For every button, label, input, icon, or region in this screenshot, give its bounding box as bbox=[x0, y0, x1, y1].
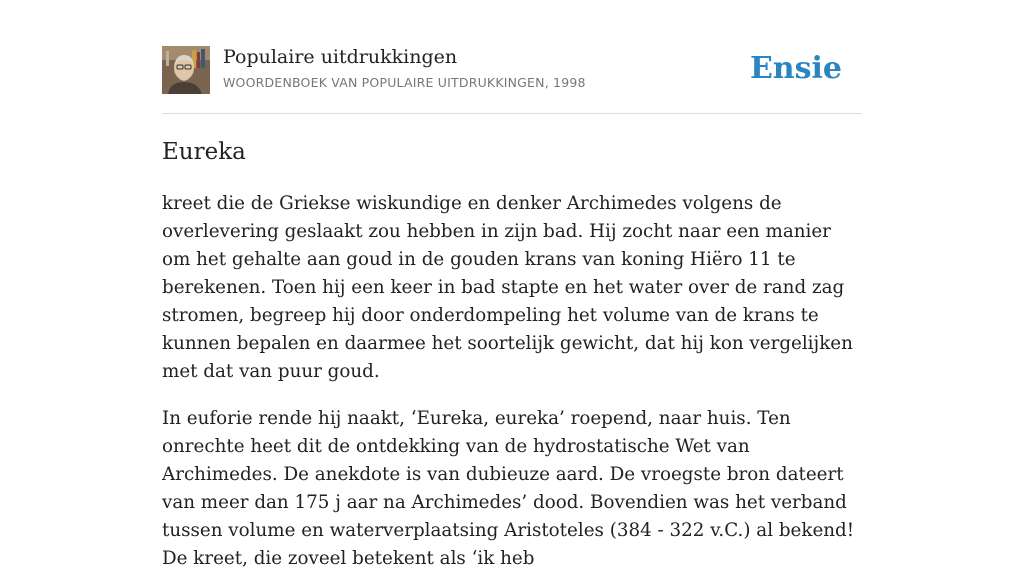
entry-paragraph: In euforie rende hij naakt, ‘Eureka, eureka’ roepend, naar huis. Ten onrechte heet dit de ontdekking van de hydrostatische Wet van Archimedes. De anekdote is van dubieuze aard. De vroegste bron dateert van meer dan 175 j aar na Archimedes’ dood. Bovendien was het verband tussen volume en waterverplaatsing Aristoteles (384 - 322 v.C.) al bekend! De kreet, die zoveel betekent als ‘ik heb bbox=[162, 408, 855, 569]
ensie-logo-link[interactable]: Ensie bbox=[749, 51, 842, 86]
entry-body bbox=[162, 190, 862, 573]
author-avatar[interactable] bbox=[162, 46, 210, 94]
source-subtitle: WOORDENBOEK VAN POPULAIRE UITDRUKKINGEN, 1998 bbox=[223, 75, 586, 90]
entry-card bbox=[162, 46, 862, 573]
entry-title: Eureka bbox=[162, 139, 246, 165]
entry-paragraph: kreet die de Griekse wiskundige en denker Archimedes volgens de overlevering geslaakt zou hebben in zijn bad. Hij zocht naar een manier om het gehalte aan goud in de gouden krans van koning Hiëro 11 te berekenen. Toen hij een keer in bad stapte en het water over de rand zag stromen, begreep hij door onderdompeling het volume van de krans te kunnen bepalen en daarmee het soortelijk gewicht, dat hij kon vergelijken met dat van puur goud. bbox=[162, 193, 853, 382]
source-title[interactable]: Populaire uitdrukkingen bbox=[223, 46, 458, 68]
source-header bbox=[162, 46, 862, 114]
avatar-photo-icon bbox=[162, 46, 210, 94]
